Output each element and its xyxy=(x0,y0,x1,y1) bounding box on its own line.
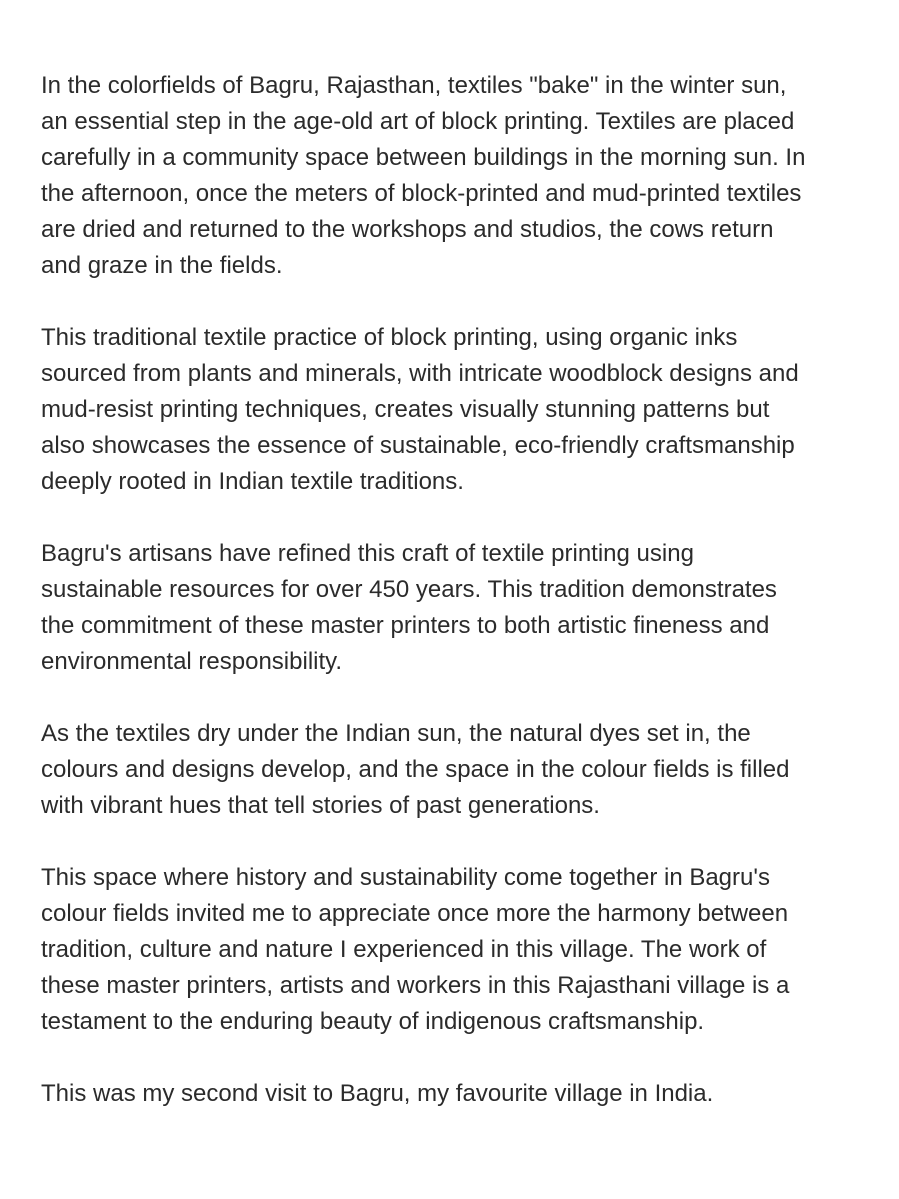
text-line: This traditional textile practice of block printing, using organic inks xyxy=(41,324,738,351)
text-line: colour fields invited me to appreciate once more the harmony between xyxy=(41,900,789,927)
text-line: testament to the enduring beauty of indigenous craftsmanship. xyxy=(41,1008,705,1035)
text-line: these master printers, artists and workers in this Rajasthani village is a xyxy=(41,972,790,999)
article-body xyxy=(41,68,871,1112)
text-line: an essential step in the age-old art of block printing. Textiles are placed xyxy=(41,108,795,135)
text-line: colours and designs develop, and the space in the colour fields is filled xyxy=(41,756,790,783)
text-line: mud-resist printing techniques, creates visually stunning patterns but xyxy=(41,396,770,423)
text-line: This was my second visit to Bagru, my favourite village in India. xyxy=(41,1080,714,1107)
text-line: carefully in a community space between buildings in the morning sun. In xyxy=(41,144,806,171)
text-line: are dried and returned to the workshops and studios, the cows return xyxy=(41,216,774,243)
text-line: In the colorfields of Bagru, Rajasthan, textiles "bake" in the winter sun, xyxy=(41,72,787,99)
paragraph-artisans-history xyxy=(41,536,871,680)
text-line: This space where history and sustainability come together in Bagru's xyxy=(41,864,770,891)
paragraph-bagru-colorfields xyxy=(41,68,871,284)
paragraph-history-sustainability xyxy=(41,860,871,1040)
text-line: also showcases the essence of sustainable, eco-friendly craftsmanship xyxy=(41,432,795,459)
text-line: deeply rooted in Indian textile traditions. xyxy=(41,468,464,495)
text-line: sourced from plants and minerals, with intricate woodblock designs and xyxy=(41,360,799,387)
text-line: the commitment of these master printers to both artistic fineness and xyxy=(41,612,770,639)
text-line: and graze in the fields. xyxy=(41,252,283,279)
text-line: sustainable resources for over 450 years. This tradition demonstrates xyxy=(41,576,777,603)
text-line: tradition, culture and nature I experienced in this village. The work of xyxy=(41,936,767,963)
text-line: the afternoon, once the meters of block-printed and mud-printed textiles xyxy=(41,180,802,207)
paragraph-second-visit xyxy=(41,1076,871,1112)
text-line: environmental responsibility. xyxy=(41,648,343,675)
paragraph-block-printing-practice xyxy=(41,320,871,500)
paragraph-drying-textiles xyxy=(41,716,871,824)
text-line: Bagru's artisans have refined this craft of textile printing using xyxy=(41,540,694,567)
text-line: with vibrant hues that tell stories of past generations. xyxy=(41,792,600,819)
text-line: As the textiles dry under the Indian sun, the natural dyes set in, the xyxy=(41,720,751,747)
